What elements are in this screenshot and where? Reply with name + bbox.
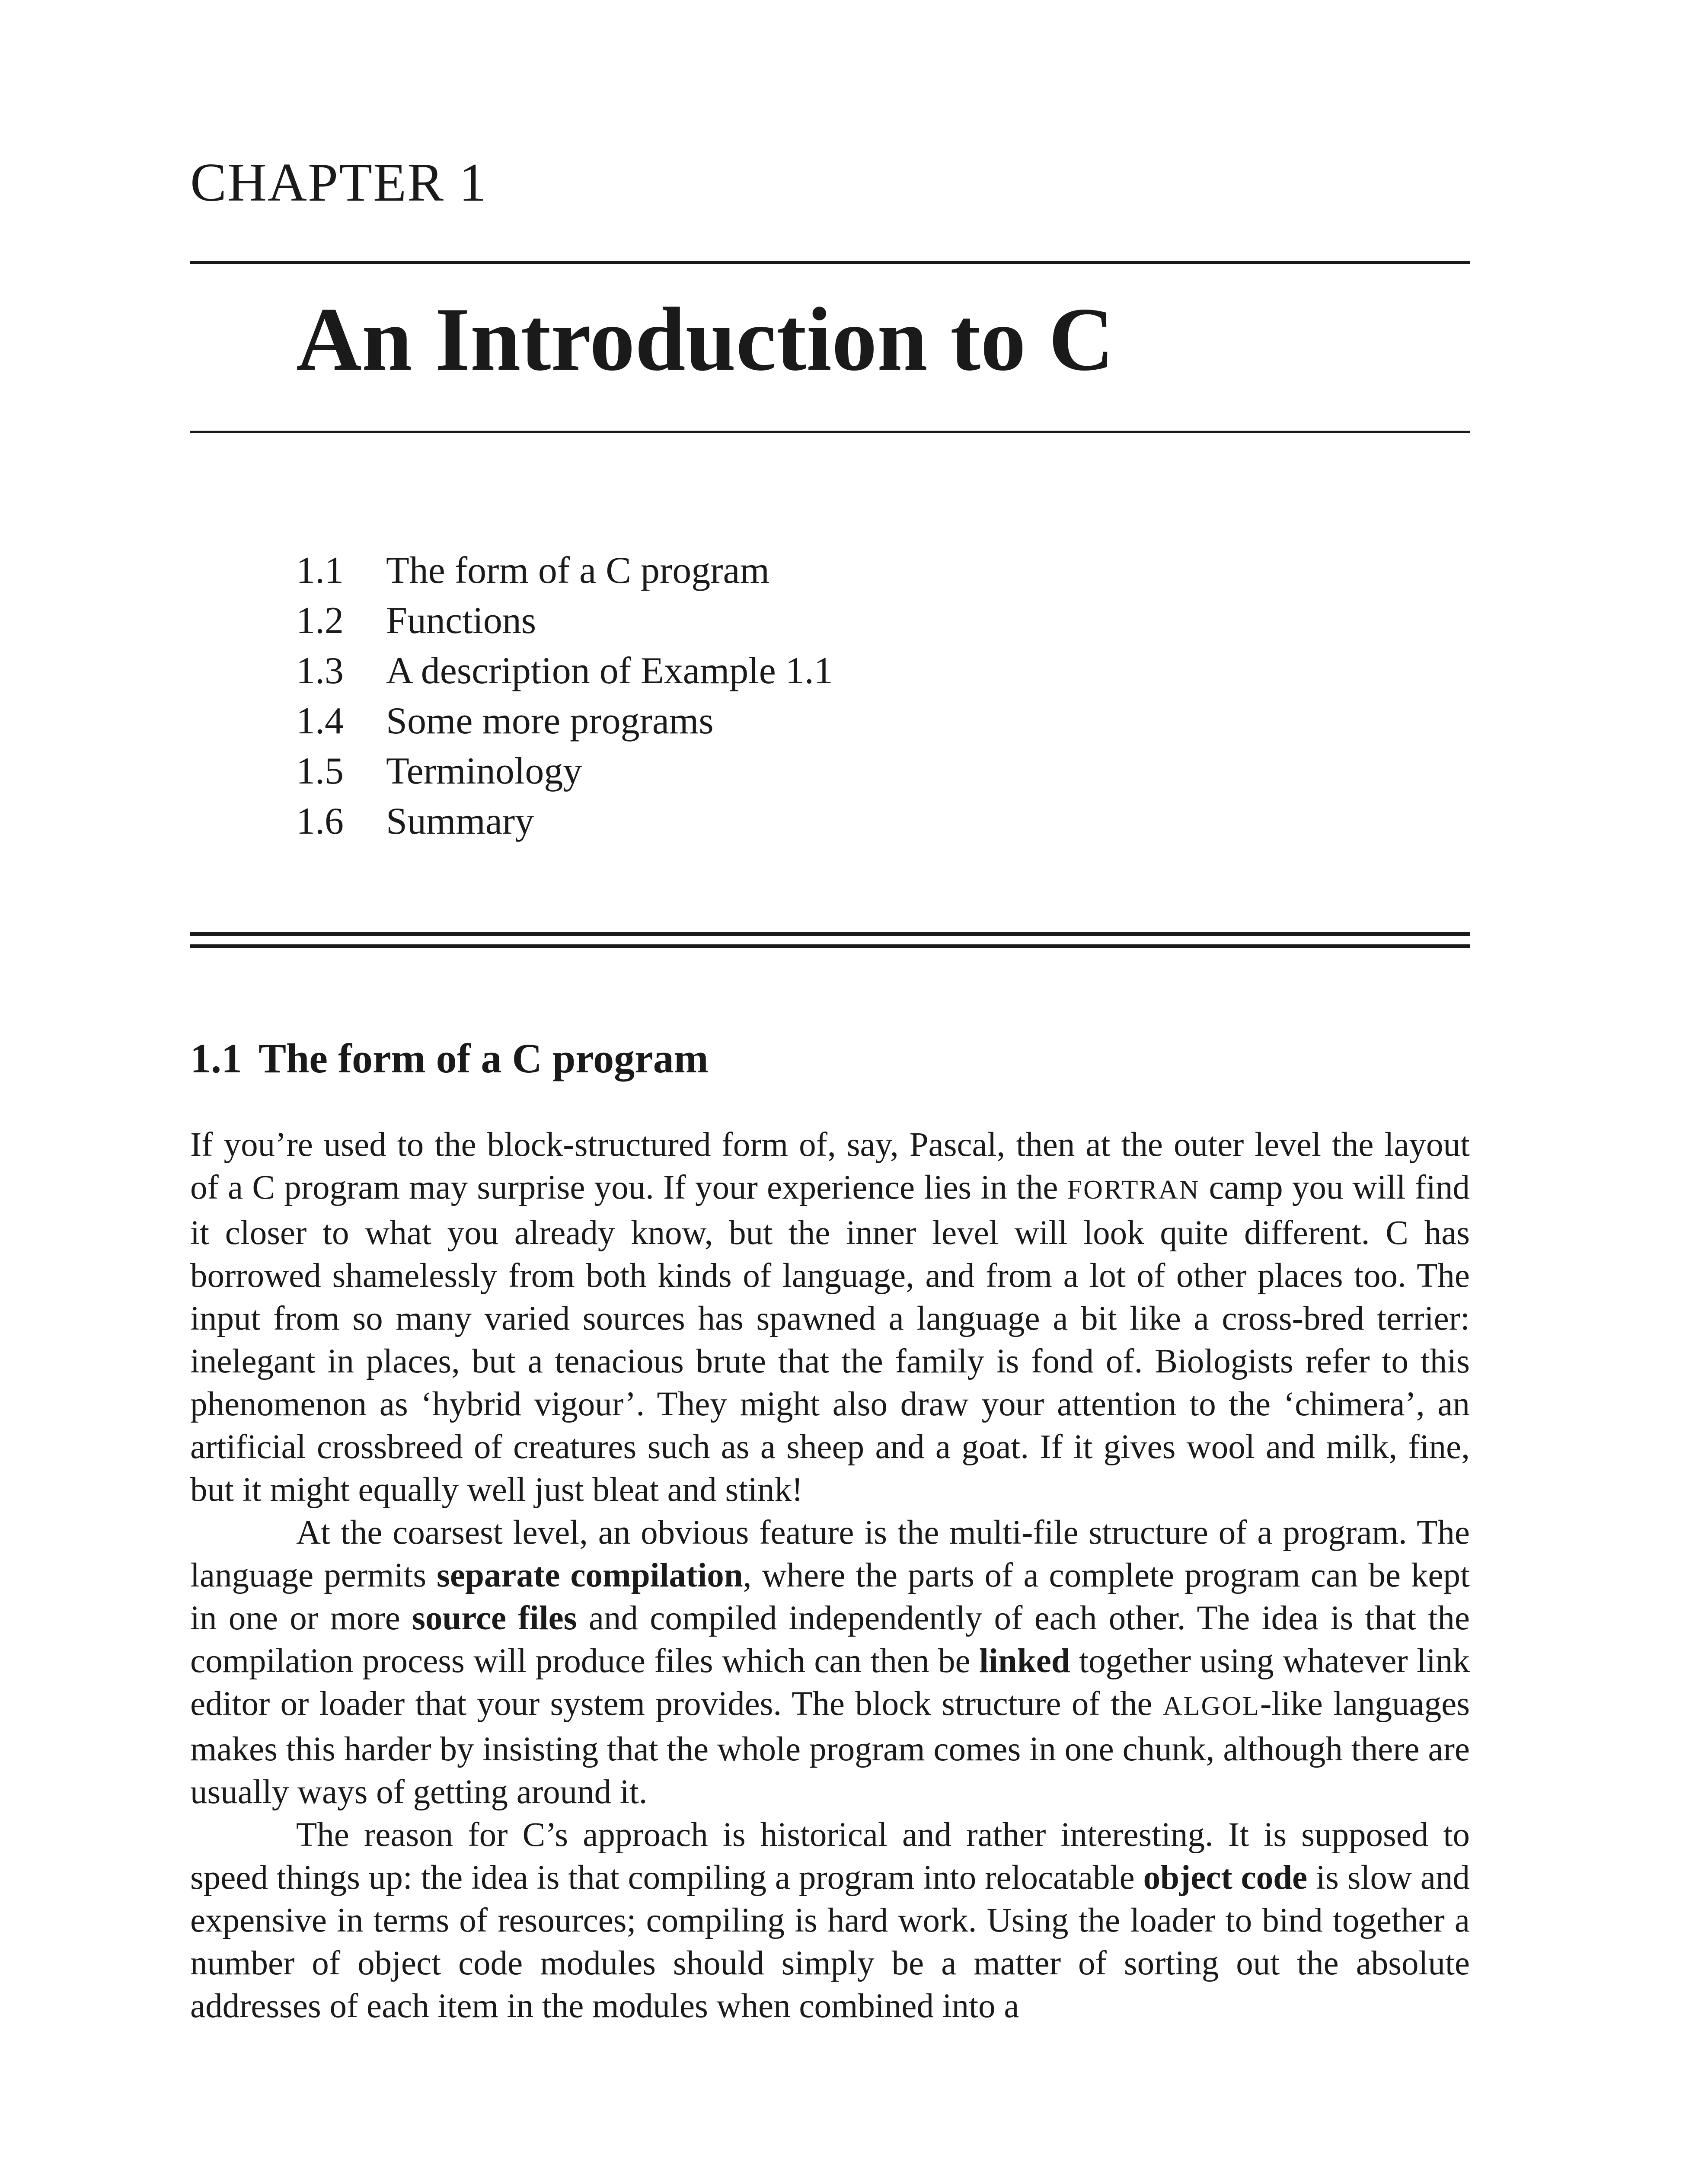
chapter-bottom-rule — [190, 431, 1470, 433]
toc-item-title: Functions — [386, 600, 536, 642]
toc-item — [296, 746, 833, 796]
bold-term: linked — [979, 1642, 1070, 1680]
toc-item-title: Terminology — [386, 750, 582, 792]
toc-item-title: The form of a C program — [386, 550, 770, 592]
text-run: The reason for C’s approach is historical and rather interesting. It is supposed to speed things up: the idea is that compiling a program into relocatable — [190, 1816, 1470, 1897]
toc-item-number: 1.1 — [296, 550, 344, 592]
text-run: -like languages makes this harder by insisting that the whole program comes in one chunk, although there are usually ways of getting around it. — [190, 1685, 1470, 1811]
toc-item — [296, 546, 833, 596]
section-heading — [190, 1035, 709, 1081]
toc-item — [296, 646, 833, 696]
toc-item — [296, 596, 833, 646]
chapter-title: An Introduction to C — [296, 289, 1114, 390]
text-run: is slow and expensive in terms of resources; compiling is hard work. Using the loader to bind together a number of object code modules should simply be a matter of sorting out the absolute addresses of each item in the modules when combined into a — [190, 1859, 1470, 2025]
bold-term: source files — [412, 1599, 577, 1637]
section-number: 1.1 — [190, 1035, 242, 1081]
text-run: together using whatever link editor or loader that your system provides. The block structure of the — [190, 1642, 1470, 1723]
section-divider-upper — [190, 932, 1470, 936]
text-run: camp you will find it closer to what you already know, but the inner level will look quite different. C has borrowed shamelessly from both kinds of language, and from a lot of other places too. The input from so many varied sources has spawned a language a bit like a cross-bred terrier: inelegant in places, but a tenacious brute that the family is fond of. Biologists refer to this phenomenon as ‘hybrid vigour’. They might also draw your attention to the ‘chimera’, an artificial crossbreed of creatures such as a sheep and a goat. If it gives wool and milk, fine, but it might equally well just bleat and stink! — [190, 1169, 1470, 1509]
text-run: , where the parts of a complete program can be kept in one or more — [190, 1557, 1470, 1637]
toc-item-number: 1.3 — [296, 650, 344, 692]
body-text — [190, 1123, 1470, 2028]
section-title: The form of a C program — [259, 1035, 709, 1081]
paragraph — [190, 1511, 1470, 1813]
chapter-label: CHAPTER 1 — [190, 153, 487, 213]
text-run: and compiled independently of each other. The idea is that the compilation process will produce files which can then be — [190, 1599, 1470, 1680]
toc-item-title: A description of Example 1.1 — [386, 650, 833, 692]
text-run: If you’re used to the block-structured form of, say, Pascal, then at the outer level the layout of a C program may surprise you. If your experience lies in the — [190, 1126, 1470, 1206]
paragraph — [190, 1813, 1470, 2028]
toc-item — [296, 796, 833, 847]
toc-item-number: 1.4 — [296, 700, 344, 742]
text-run: At the coarsest level, an obvious feature is the multi-file structure of a program. The language permits — [190, 1514, 1470, 1594]
toc-item-title: Summary — [386, 800, 534, 842]
paragraph — [190, 1123, 1470, 1511]
small-caps-term: FORTRAN — [1067, 1175, 1200, 1205]
toc-item — [296, 696, 833, 746]
chapter-contents-list — [296, 546, 833, 847]
bold-term: object code — [1143, 1859, 1308, 1897]
bold-term: separate compilation — [437, 1557, 743, 1594]
toc-item-number: 1.5 — [296, 750, 344, 792]
chapter-top-rule — [190, 261, 1470, 264]
toc-item-title: Some more programs — [386, 700, 714, 742]
section-divider-lower — [190, 944, 1470, 948]
small-caps-term: ALGOL — [1162, 1692, 1260, 1721]
toc-item-number: 1.2 — [296, 600, 344, 642]
toc-item-number: 1.6 — [296, 800, 344, 842]
